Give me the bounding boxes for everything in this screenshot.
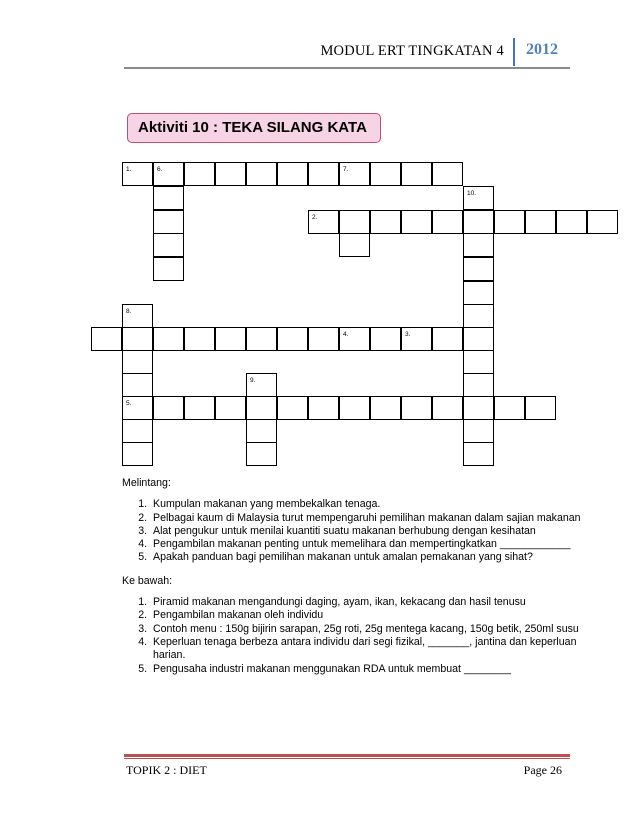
clue-number: 7. [343, 166, 349, 173]
crossword-cell[interactable] [401, 210, 432, 234]
crossword-cell[interactable] [339, 327, 370, 351]
crossword-cell[interactable] [463, 327, 494, 351]
crossword-cell[interactable] [463, 442, 494, 466]
crossword-cell[interactable] [370, 327, 401, 351]
clue-number: 4. [343, 331, 349, 338]
footer-rule-thin [124, 758, 570, 759]
clue-number: 8. [126, 308, 132, 315]
crossword-cell[interactable] [215, 327, 246, 351]
crossword-cell[interactable] [277, 327, 308, 351]
crossword-cell[interactable] [184, 162, 215, 186]
footer-page-number: Page 26 [523, 763, 562, 777]
clue-number: 10. [467, 190, 477, 197]
down-clue: 3. Contoh menu : 150g bijirin sarapan, 25g roti, 25g mentega kacang, 150g betik, 250ml susu [150, 623, 582, 636]
crossword-cell[interactable] [370, 162, 401, 186]
clue-number: 2. [312, 214, 318, 221]
across-clue: 1. Kumpulan makanan yang membekalkan tenaga. [150, 498, 582, 511]
across-clue: 4. Pengambilan makanan penting untuk memelihara dan mempertingkatkan ____________ [150, 538, 582, 551]
crossword-cell[interactable] [184, 327, 215, 351]
across-heading: Melintang: [122, 477, 171, 489]
crossword-cell[interactable] [122, 350, 153, 374]
crossword-cell[interactable] [401, 396, 432, 420]
clue-number: 5. [126, 400, 132, 407]
crossword-cell[interactable] [463, 233, 494, 257]
crossword-cell[interactable] [463, 419, 494, 443]
down-clue: 2. Pengambilan makanan oleh individu [150, 609, 582, 622]
down-clue: 5. Pengusaha industri makanan menggunakan RDA untuk membuat ________ [150, 663, 582, 676]
crossword-cell[interactable] [153, 257, 184, 281]
crossword-cell[interactable] [401, 162, 432, 186]
crossword-cell[interactable] [277, 162, 308, 186]
crossword-cell[interactable] [308, 162, 339, 186]
crossword-cell[interactable] [122, 304, 153, 328]
crossword-cell[interactable] [339, 396, 370, 420]
crossword-cell[interactable] [463, 210, 494, 234]
crossword-cell[interactable] [308, 396, 339, 420]
crossword-cell[interactable] [463, 257, 494, 281]
down-clue: 4. Keperluan tenaga berbeza antara individu dari segi fizikal, _______, jantina dan keperluan harian. [150, 636, 582, 663]
crossword-cell[interactable] [308, 210, 339, 234]
clue-number: 1. [126, 166, 132, 173]
across-clue-list [122, 498, 582, 564]
down-clue-list [122, 596, 582, 676]
across-clue: 3. Alat pengukur untuk menilai kuantiti suatu makanan berhubung dengan kesihatan [150, 525, 582, 538]
down-heading: Ke bawah: [122, 574, 173, 587]
crossword-cell[interactable] [246, 442, 277, 466]
crossword-cell[interactable] [153, 233, 184, 257]
crossword-cell[interactable] [525, 396, 556, 420]
crossword-cell[interactable] [463, 373, 494, 397]
crossword-cell[interactable] [339, 210, 370, 234]
crossword-cell[interactable] [432, 210, 463, 234]
header-year: 2012 [526, 41, 558, 58]
crossword-cell[interactable] [556, 210, 587, 234]
crossword-cell[interactable] [122, 162, 153, 186]
crossword-cell[interactable] [246, 396, 277, 420]
crossword-cell[interactable] [525, 210, 556, 234]
crossword-cell[interactable] [401, 327, 432, 351]
clues-section [122, 477, 582, 686]
crossword-cell[interactable] [432, 396, 463, 420]
crossword-cell[interactable] [246, 419, 277, 443]
crossword-cell[interactable] [246, 162, 277, 186]
crossword-cell[interactable] [494, 396, 525, 420]
crossword-cell[interactable] [215, 396, 246, 420]
crossword-cell[interactable] [153, 210, 184, 234]
crossword-cell[interactable] [153, 327, 184, 351]
clue-number: 3. [405, 331, 411, 338]
crossword-cell[interactable] [494, 210, 525, 234]
across-clue: 5. Apakah panduan bagi pemilihan makanan untuk amalan pemakanan yang sihat? [150, 551, 582, 564]
crossword-cell[interactable] [463, 281, 494, 305]
crossword-cell[interactable] [308, 327, 339, 351]
crossword-cell[interactable] [432, 162, 463, 186]
down-clue: 1. Piramid makanan mengandungi daging, ayam, ikan, kekacang dan hasil tenusu [150, 596, 582, 609]
crossword-cell[interactable] [463, 350, 494, 374]
crossword-cell[interactable] [339, 162, 370, 186]
crossword-cell[interactable] [153, 396, 184, 420]
crossword-cell[interactable] [153, 186, 184, 210]
clue-number: 9. [250, 377, 256, 384]
crossword-cell[interactable] [463, 186, 494, 210]
header-divider [513, 38, 515, 66]
crossword-cell[interactable] [246, 373, 277, 397]
header-rule [124, 67, 570, 69]
crossword-cell[interactable] [184, 396, 215, 420]
crossword-cell[interactable] [432, 327, 463, 351]
crossword-cell[interactable] [463, 396, 494, 420]
crossword-cell[interactable] [370, 396, 401, 420]
crossword-cell[interactable] [370, 210, 401, 234]
crossword-cell[interactable] [215, 162, 246, 186]
crossword-cell[interactable] [122, 373, 153, 397]
crossword-cell[interactable] [91, 327, 122, 351]
crossword-cell[interactable] [153, 162, 184, 186]
crossword-cell[interactable] [122, 419, 153, 443]
footer-rule [124, 754, 570, 757]
across-clue: 2. Pelbagai kaum di Malaysia turut mempengaruhi pemilihan makanan dalam sajian makanan [150, 512, 582, 525]
clue-number: 6. [157, 166, 163, 173]
crossword-cell[interactable] [587, 210, 618, 234]
crossword-cell[interactable] [122, 396, 153, 420]
crossword-cell[interactable] [277, 396, 308, 420]
activity-title: Aktiviti 10 : TEKA SILANG KATA [138, 119, 367, 136]
header-title: MODUL ERT TINGKATAN 4 [320, 43, 504, 59]
crossword-cell[interactable] [122, 442, 153, 466]
crossword-cell[interactable] [122, 327, 153, 351]
crossword-cell[interactable] [463, 304, 494, 328]
crossword-cell[interactable] [246, 327, 277, 351]
page-header [124, 38, 570, 66]
footer-topic: TOPIK 2 : DIET [126, 763, 207, 777]
crossword-cell[interactable] [339, 233, 370, 257]
activity-title-box [127, 113, 381, 143]
